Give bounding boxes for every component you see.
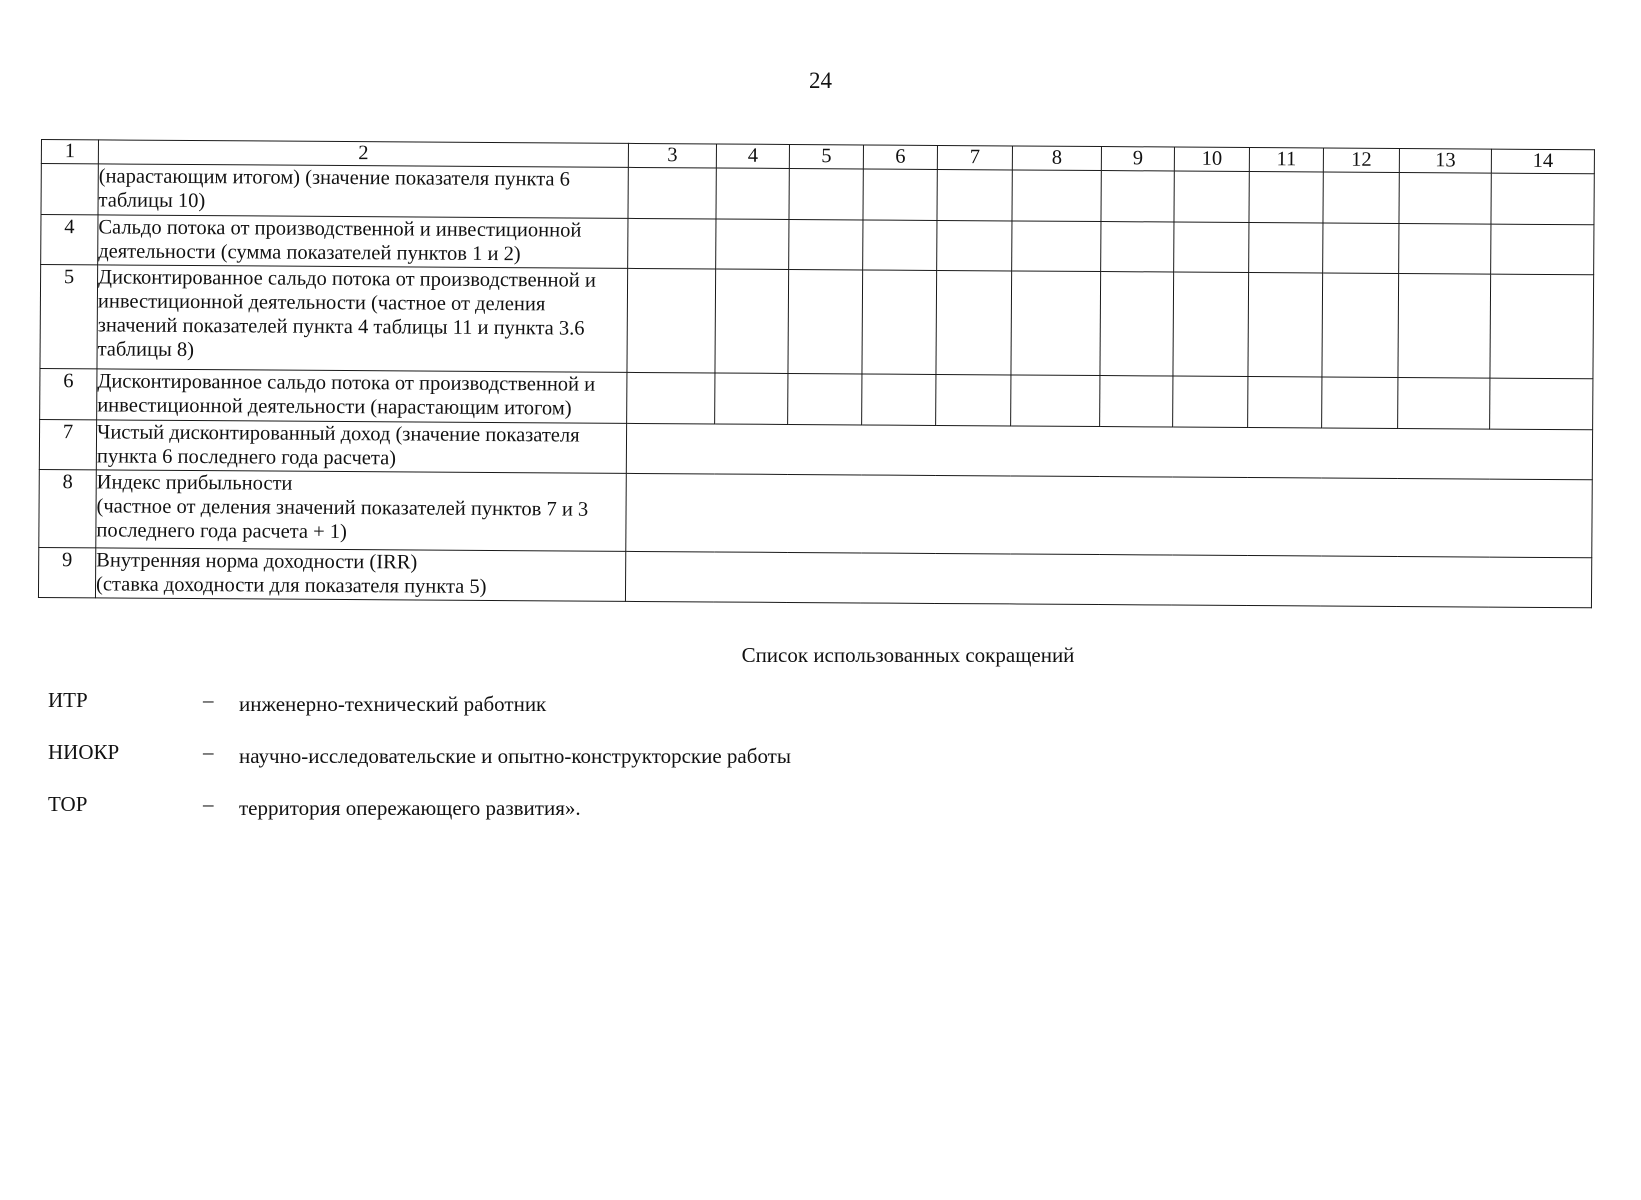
table-row <box>39 469 1592 557</box>
row-label-line: (частное от деления значений показателей пунктов 7 и 3 последнего года расчета + 1) <box>96 495 589 544</box>
row-label-line: (ставка доходности для показателя пункта 5) <box>95 573 487 598</box>
page-number: 24 <box>809 68 832 93</box>
header-cell: 1 <box>41 140 98 164</box>
abbreviation-term: НИОКР <box>48 740 120 764</box>
value-cell <box>1174 222 1249 272</box>
value-cell <box>1398 378 1490 430</box>
value-cell <box>1490 378 1593 430</box>
abbreviation-term: ИТР <box>48 688 88 712</box>
value-cell <box>1012 170 1101 222</box>
header-cell: 8 <box>1012 146 1101 171</box>
row-label: Сальдо потока от производственной и инвестиционной деятельности (сумма показателей пунктов 1 и 2) <box>98 215 628 269</box>
value-cell <box>862 270 937 374</box>
value-cell <box>1248 377 1322 428</box>
value-cell <box>716 168 789 219</box>
abbreviation-definition: научно-исследовательские и опытно-конструкторские работы <box>239 744 791 768</box>
abbreviation-dash: – <box>203 792 214 816</box>
row-label <box>96 470 627 552</box>
value-cell <box>937 220 1012 270</box>
value-cell <box>1490 274 1594 379</box>
value-cell <box>1174 171 1249 222</box>
value-cell <box>1322 377 1398 429</box>
table-row <box>38 547 1591 607</box>
value-cell <box>936 374 1011 425</box>
row-label-line: Внутренняя норма доходности (IRR) <box>96 549 418 574</box>
header-cell: 10 <box>1174 147 1249 171</box>
value-cell <box>715 373 788 424</box>
value-cell <box>1011 271 1101 376</box>
row-number: 9 <box>38 547 95 597</box>
indicators-table-wrapper <box>38 139 1594 608</box>
value-cell <box>1398 274 1491 379</box>
row-number: 5 <box>40 265 98 369</box>
abbreviation-definition: территория опережающего развития». <box>239 796 581 820</box>
value-cell <box>1323 223 1399 274</box>
header-cell: 4 <box>716 144 789 168</box>
value-cell <box>789 219 863 269</box>
value-cell <box>788 269 863 373</box>
value-cell <box>1101 171 1174 222</box>
value-cell <box>863 169 937 220</box>
row-label <box>95 548 625 602</box>
value-cell <box>1100 272 1174 376</box>
row-label: Чистый дисконтированный доход (значение показателя пункта 6 последнего года расчета) <box>96 420 626 474</box>
value-cell <box>1100 376 1173 427</box>
value-cell <box>715 269 789 373</box>
abbreviation-dash: – <box>203 688 214 712</box>
value-cell <box>1491 224 1594 275</box>
header-cell: 11 <box>1249 148 1323 172</box>
value-cell <box>1399 224 1491 275</box>
row-number: 4 <box>41 215 98 265</box>
value-cell <box>1012 221 1101 272</box>
abbreviation-definition: инженерно-технический работник <box>239 692 547 716</box>
row-number: 8 <box>39 469 97 547</box>
value-cell <box>628 218 716 269</box>
header-cell: 12 <box>1323 148 1399 173</box>
header-cell: 13 <box>1399 149 1491 174</box>
value-cell <box>1173 272 1249 376</box>
abbreviations-title: Список использованных сокращений <box>741 643 1075 667</box>
value-cell <box>862 374 936 425</box>
header-cell: 6 <box>863 145 937 169</box>
value-cell <box>788 373 862 424</box>
header-cell: 3 <box>628 143 716 168</box>
value-cell <box>789 168 863 219</box>
value-cell <box>1101 222 1174 272</box>
value-cell <box>716 219 789 269</box>
header-cell: 5 <box>789 144 863 168</box>
value-cell <box>628 167 716 219</box>
value-cell <box>1248 273 1323 377</box>
value-cell <box>627 268 716 373</box>
row-label: Дисконтированное сальдо потока от производственной и инвестиционной деятельности (нарастающим итогом) <box>97 369 627 424</box>
abbreviation-term: ТОР <box>48 792 88 816</box>
value-cell <box>627 372 715 424</box>
value-cell <box>1491 173 1594 225</box>
header-cell: 2 <box>98 140 628 168</box>
row-label: Дисконтированное сальдо потока от производственной и инвестиционной деятельности (частное от деления значений показателей пункта 4 таблицы 11 и пункта 3.6 таблицы 8) <box>97 265 628 373</box>
value-cell <box>1249 223 1323 273</box>
row-number: 7 <box>39 419 96 469</box>
value-cell <box>1173 376 1248 427</box>
merged-value-cell <box>626 473 1592 557</box>
value-cell <box>936 270 1012 374</box>
value-cell <box>1249 172 1323 223</box>
merged-value-cell <box>626 423 1592 479</box>
value-cell <box>937 169 1012 220</box>
row-number: 6 <box>40 368 97 419</box>
row-label: (нарастающим итогом) (значение показателя пункта 6 таблицы 10) <box>98 164 628 219</box>
row-label-line: Индекс прибыльности <box>96 471 293 495</box>
header-cell: 7 <box>937 145 1012 169</box>
value-cell <box>1322 273 1399 378</box>
header-cell: 9 <box>1101 147 1174 171</box>
value-cell <box>1011 375 1100 427</box>
table-row <box>40 265 1594 379</box>
header-cell: 14 <box>1491 149 1594 174</box>
row-number <box>41 164 98 215</box>
value-cell <box>1323 172 1399 224</box>
value-cell <box>1399 173 1491 225</box>
abbreviation-dash: – <box>203 740 214 764</box>
value-cell <box>863 220 937 270</box>
indicators-table <box>38 139 1595 608</box>
merged-value-cell <box>625 551 1591 607</box>
